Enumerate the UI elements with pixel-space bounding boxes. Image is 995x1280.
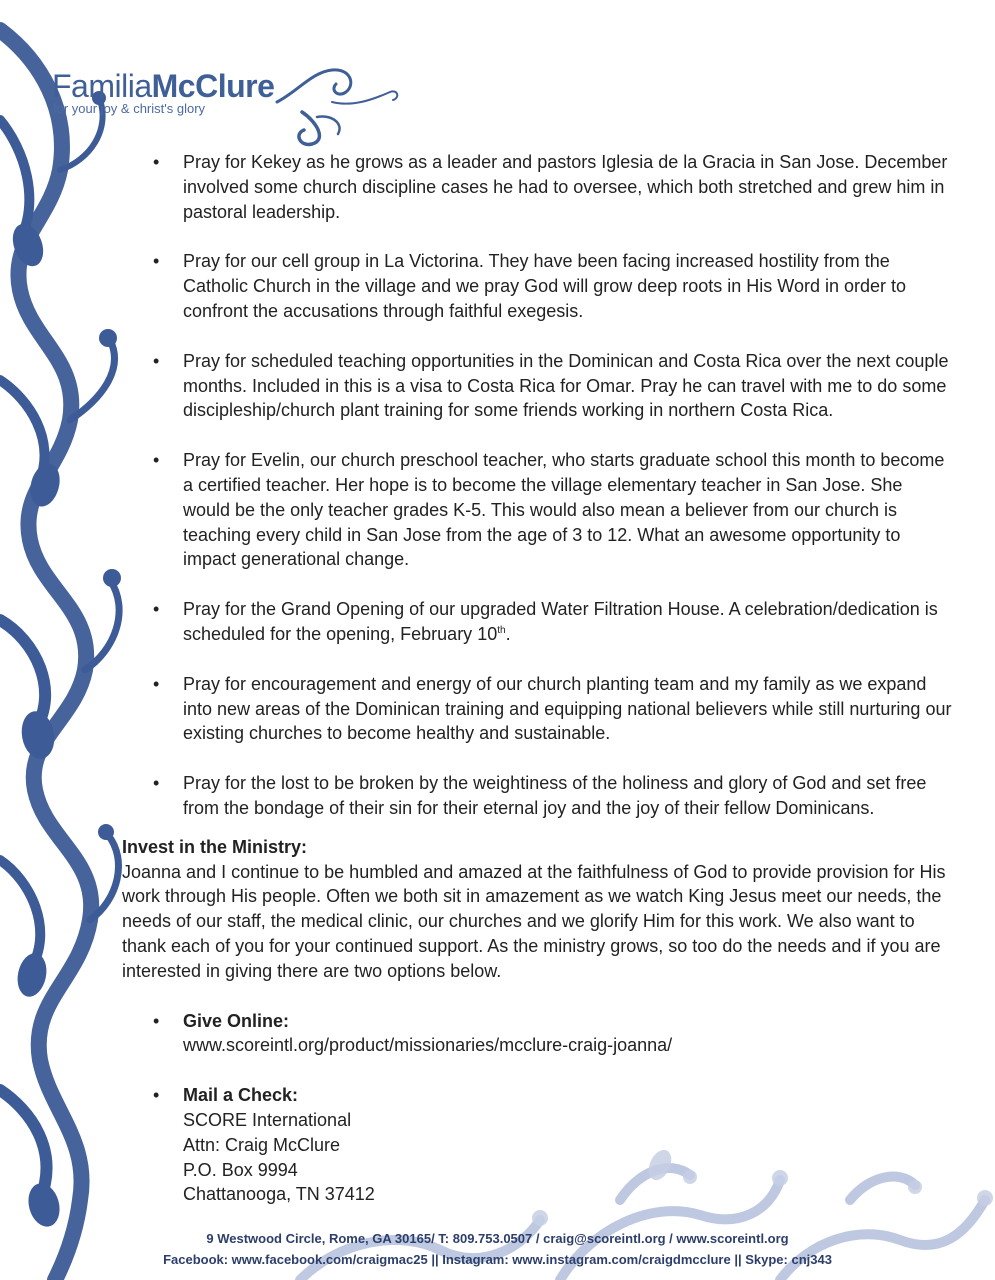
prayer-item xyxy=(122,249,952,323)
footer-social-line: Facebook: www.facebook.com/craigmac25 || Instagram: www.instagram.com/craigdmcclure || Skype: cnj343 xyxy=(163,1252,832,1267)
invest-heading: Invest in the Ministry: xyxy=(122,836,308,857)
bullet: • xyxy=(153,1085,160,1106)
bullet: • xyxy=(153,673,160,694)
prayer-item-text: Pray for Kekey as he grows as a leader and pastors Iglesia de la Gracia in San Jose. December involved some church discipline cases he had to oversee, which both stretched and grew him in pastoral leadership. xyxy=(183,152,948,222)
prayer-item-tail: . xyxy=(505,623,511,644)
prayer-item-text: Pray for encouragement and energy of our church planting team and my family as we expand into new areas of the Dominican training and equipping national believers while still nurturing our existing churches to become healthy and sustainable. xyxy=(183,673,952,744)
bullet: • xyxy=(153,251,160,272)
invest-body: Joanna and I continue to be humbled and amazed at the faithfulness of God to provide provision for His work through His people. Often we both sit in amazement as we watch King Jesus meet our needs, the needs of our staff, the medical clinic, our churches and we glorify Him for this work. We also want to thank each of you for your continued support. As the ministry grows, so too do the needs and if you are interested in giving there are two options below. xyxy=(122,861,946,981)
give-online-label: Give Online: xyxy=(183,1010,290,1031)
prayer-item xyxy=(122,672,952,746)
mailing-address-line: P.O. Box 9994 xyxy=(183,1159,298,1180)
prayer-item xyxy=(122,448,952,572)
prayer-item-text: Pray for scheduled teaching opportunities in the Dominican and Costa Rica over the next couple months. Included in this is a visa to Costa Rica for Omar. Pray he can travel with me to do some discipleship/church plant training for some friends working in northern Costa Rica. xyxy=(183,350,949,421)
bullet: • xyxy=(153,450,160,471)
prayer-request-list xyxy=(122,150,952,821)
ordinal-suffix: th xyxy=(497,624,506,636)
prayer-item-text: Pray for our cell group in La Victorina. They have been facing increased hostility from the Catholic Church in the village and we pray God will grow deep roots in His Word in order to confront the accusations through faithful exegesis. xyxy=(183,251,907,321)
giving-options-list xyxy=(122,1009,952,1208)
logo xyxy=(52,62,362,148)
logo-swirl-icon xyxy=(272,62,402,148)
bullet: • xyxy=(153,773,160,794)
mail-check-label: Mail a Check: xyxy=(183,1085,299,1106)
bullet: • xyxy=(153,1010,160,1031)
bullet: • xyxy=(153,152,160,172)
mailing-address-line: Chattanooga, TN 37412 xyxy=(183,1184,375,1205)
logo-tagline: for your joy & christ's glory xyxy=(53,101,206,116)
bullet: • xyxy=(153,599,160,620)
logo-title xyxy=(52,68,274,105)
mailing-address-line: SCORE International xyxy=(183,1109,352,1130)
prayer-item xyxy=(122,349,952,423)
prayer-item-text: Pray for the Grand Opening of our upgraded Water Filtration House. A celebration/dedication is scheduled for the opening, February 10 xyxy=(183,599,938,644)
footer xyxy=(0,1228,995,1270)
logo-title-part-b: McClure xyxy=(151,68,275,104)
prayer-item xyxy=(122,597,952,647)
prayer-item xyxy=(122,771,952,821)
footer-contact-line: 9 Westwood Circle, Rome, GA 30165/ T: 809.753.0507 / craig@scoreintl.org / www.scoreintl.org xyxy=(206,1231,789,1246)
logo-title-part-a: Familia xyxy=(52,68,152,104)
prayer-item-text: Pray for the lost to be broken by the weightiness of the holiness and glory of God and set free from the bondage of their sin for their eternal joy and the joy of their fellow Dominicans. xyxy=(183,773,927,818)
give-online-option xyxy=(122,1009,952,1059)
mailing-address-line: Attn: Craig McClure xyxy=(183,1134,341,1155)
mail-check-option xyxy=(122,1083,952,1207)
prayer-item-text: Pray for Evelin, our church preschool teacher, who starts graduate school this month to become a certified teacher. Her hope is to become the village elementary teacher in San Jose. She would be the only teacher grades K-5. This would also mean a believer from our church is teaching every child in San Jose from the age of 3 to 12. What an awesome opportunity to impact generational change. xyxy=(183,450,945,570)
prayer-item xyxy=(122,150,952,224)
bullet: • xyxy=(153,350,160,371)
letter-content xyxy=(122,150,952,1232)
give-online-link[interactable]: www.scoreintl.org/product/missionaries/mcclure-craig-joanna/ xyxy=(183,1035,673,1056)
